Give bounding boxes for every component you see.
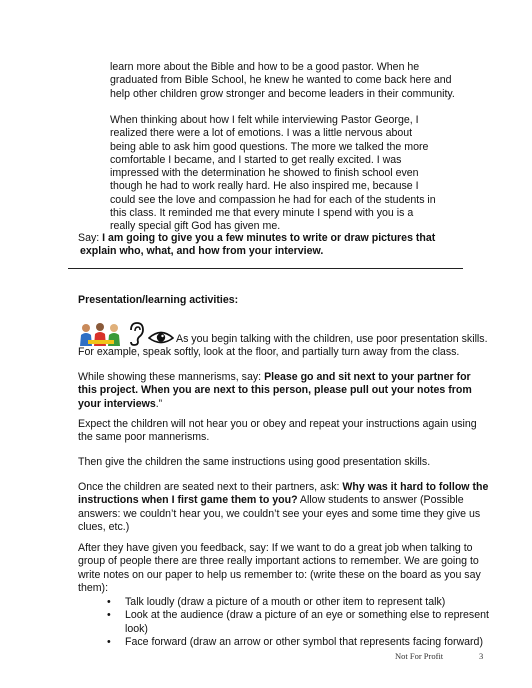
bullet-icon: • [107,635,111,648]
text-line: learn more about the Bible and how to be a good pastor. When he [110,61,420,73]
story-paragraph-1 [110,61,470,101]
ear-icon [127,322,145,346]
text-line: When thinking about how I felt while interviewing Pastor George, I [110,114,419,126]
list-item: • Face forward (draw an arrow or other symbol that represents facing forward) [107,635,483,648]
section-divider [68,268,463,269]
text-line: though he had to work really hard. He also inspired me, because I [110,180,419,193]
feedback-paragraph [78,542,488,595]
text-line: answers: we couldn’t hear you, we couldn’t see your eyes and some time they give us [78,507,481,520]
say-prefix: Say: [78,232,103,244]
presentation-intro [78,322,488,360]
text-line: the same poor mannerisms. [78,431,210,444]
actions-list [78,596,488,649]
text-line: For example, speak softly, look at the floor, and partially turn away from the class. [78,346,460,359]
expect-paragraph [78,418,488,445]
text-line: After they have given you feedback, say: If we want to do a great job when talking to [78,542,473,554]
text-line: being able to ask him good questions. The more we talked the more [110,140,429,153]
text-line: clues, etc.) [78,520,130,533]
list-item: • Talk loudly (draw a picture of a mouth or other item to represent talk) [107,596,446,608]
say-bold-text: explain who, what, and how from your interview. [80,245,324,258]
page-footer [395,650,495,663]
mannerisms-paragraph: While showing these mannerisms, say: Please go and sit next to your partner for this project. When you are next to this person, please pull out your notes from your interviews.” [78,371,472,410]
bullet-icon: • [107,609,111,622]
text-line: write notes on our paper to help us remember to: (write these on the board as you say [78,568,481,581]
bullet-icon: • [107,596,111,608]
text-line: really special gift God has given me. [110,220,281,233]
page-number: 3 [479,651,484,661]
activity-icons [78,322,174,346]
text-line: group of people there are three really important actions to remember. We are going to [78,555,479,568]
text-line: Expect the children will not hear you or obey and repeat your instructions again using [78,418,477,430]
text-line: this class. It reminded me that every minute I spend with you is a [110,207,414,220]
say-bold-text: I am going to give you a few minutes to write or draw pictures that [102,232,436,244]
text-line: realized there were a lot of emotions. I was a little nervous about [110,127,413,140]
text-line: them): [78,581,109,594]
say-instruction-1 [78,232,488,259]
children-icon [78,322,124,346]
text-line: could see the love and compassion he had for each of the students in [110,193,436,206]
footer-label: Not For Profit [395,651,444,661]
story-paragraph-2 [110,114,470,234]
text-line: help other children grow stronger and become leaders in their community. [110,87,455,100]
text-line: Then give the children the same instructions using good presentation skills. [78,456,431,468]
text-line: graduated from Bible School, he knew he wanted to come back here and [110,74,452,87]
intro-text: As you begin talking with the children, use poor presentation skills. [176,333,488,345]
good-skills-paragraph [78,456,488,469]
ask-paragraph: Once the children are seated next to their partners, ask: Why was it hard to follow the instructions when I first game them to you? Allow students to answer (Possible answers: we couldn’t hear you, we couldn’t see your eyes and some time they give us clues, etc.) [78,481,489,533]
presentation-heading: Presentation/learning activities: [78,294,239,306]
text-line: impressed with the determination he showed to finish school even [110,167,419,180]
text-line: comfortable I became, and I started to get really excited. I was [110,153,402,166]
list-item: • Look at the audience (draw a picture of an eye or something else to represent look) [107,609,489,635]
eye-icon [148,328,174,346]
